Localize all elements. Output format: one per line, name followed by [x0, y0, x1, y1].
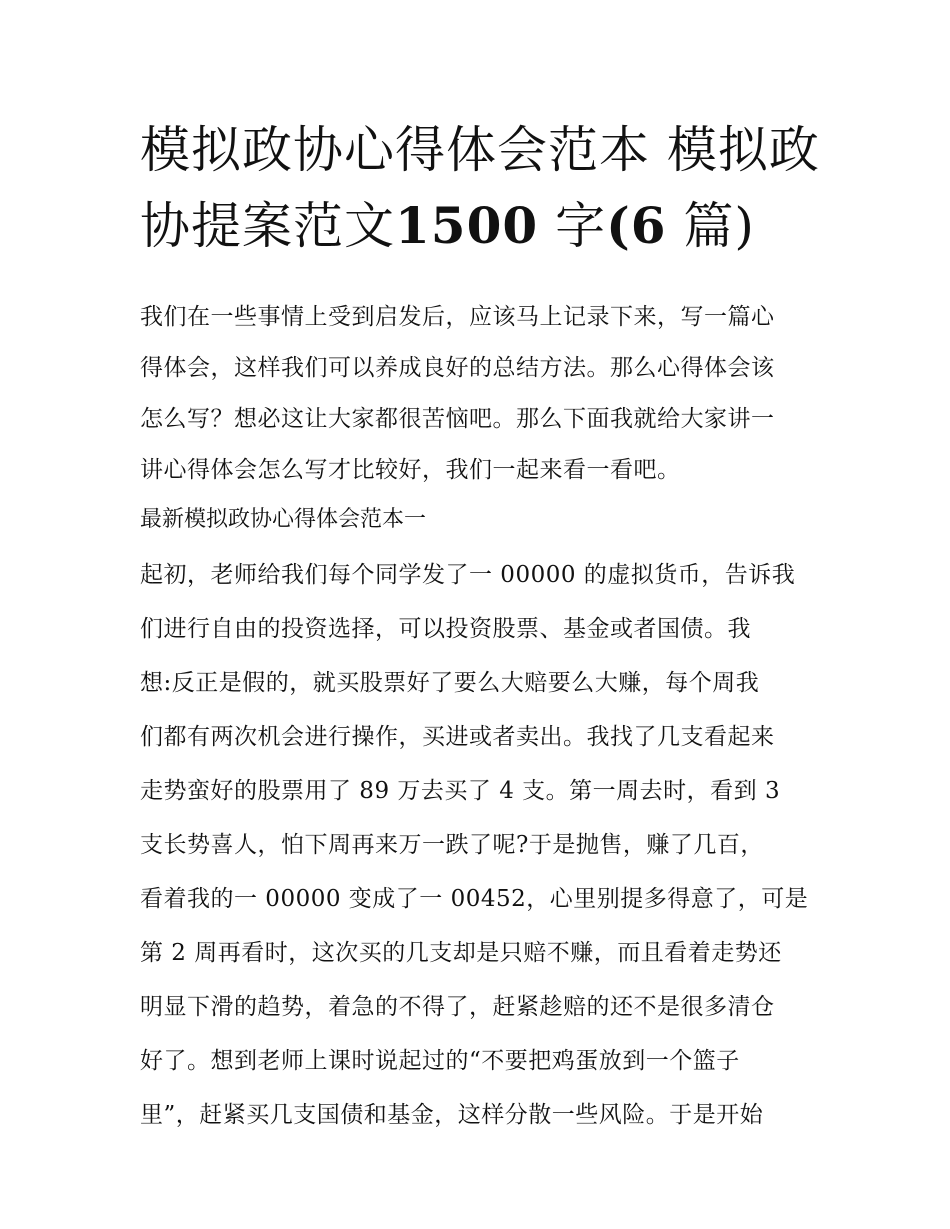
body-line: 起初，老师给我们每个同学发了一 00000 的虚拟货币，告诉我 — [140, 562, 796, 588]
body-paragraph — [140, 548, 820, 1142]
body-line: 走势蛮好的股票用了 89 万去买了 4 支。第一周去时，看到 3 — [140, 778, 781, 804]
title-word-unit: 字 — [538, 197, 607, 255]
intro-line: 我们在一些事情上受到启发后，应该马上记录下来，写一篇心 — [140, 304, 775, 330]
intro-paragraph — [140, 292, 820, 496]
title-count-open: (6 — [606, 196, 667, 255]
intro-line: 得体会，这样我们可以养成良好的总结方法。那么心得体会该 — [140, 355, 775, 381]
title-count-close: 篇) — [666, 197, 755, 255]
body-line: 看着我的一 00000 变成了一 00452，心里别提多得意了，可是 — [140, 886, 809, 912]
section-heading: 最新模拟政协心得体会范本一 — [140, 507, 427, 532]
body-line: 里”，赶紧买几支国债和基金，这样分散一些风险。于是开始 — [140, 1102, 764, 1128]
body-line: 支长势喜人，怕下周再来万一跌了呢?于是抛售，赚了几百， — [140, 832, 764, 858]
body-line: 们进行自由的投资选择，可以投资股票、基金或者国债。我 — [140, 616, 751, 642]
title-line-1: 模拟政协心得体会范本 模拟政 — [140, 121, 820, 179]
title-line-2-text: 协提案范文 — [140, 197, 395, 255]
intro-line: 讲心得体会怎么写才比较好，我们一起来看一看吧。 — [140, 457, 681, 483]
title-word-count: 1500 — [395, 196, 539, 255]
document-title — [140, 112, 820, 264]
body-line: 好了。想到老师上课时说起过的“不要把鸡蛋放到一个篮子 — [140, 1048, 740, 1074]
document-page — [140, 112, 820, 1142]
body-line: 们都有两次机会进行操作，买进或者卖出。我找了几支看起来 — [140, 724, 775, 750]
intro-line: 怎么写？想必这让大家都很苦恼吧。那么下面我就给大家讲一 — [140, 406, 775, 432]
body-line: 第 2 周再看时，这次买的几支却是只赔不赚，而且看着走势还 — [140, 940, 782, 966]
body-line: 明显下滑的趋势，着急的不得了，赶紧趁赔的还不是很多清仓 — [140, 994, 775, 1020]
body-line: 想:反正是假的，就买股票好了要么大赔要么大赚，每个周我 — [140, 670, 760, 696]
title-line-2 — [140, 188, 820, 264]
